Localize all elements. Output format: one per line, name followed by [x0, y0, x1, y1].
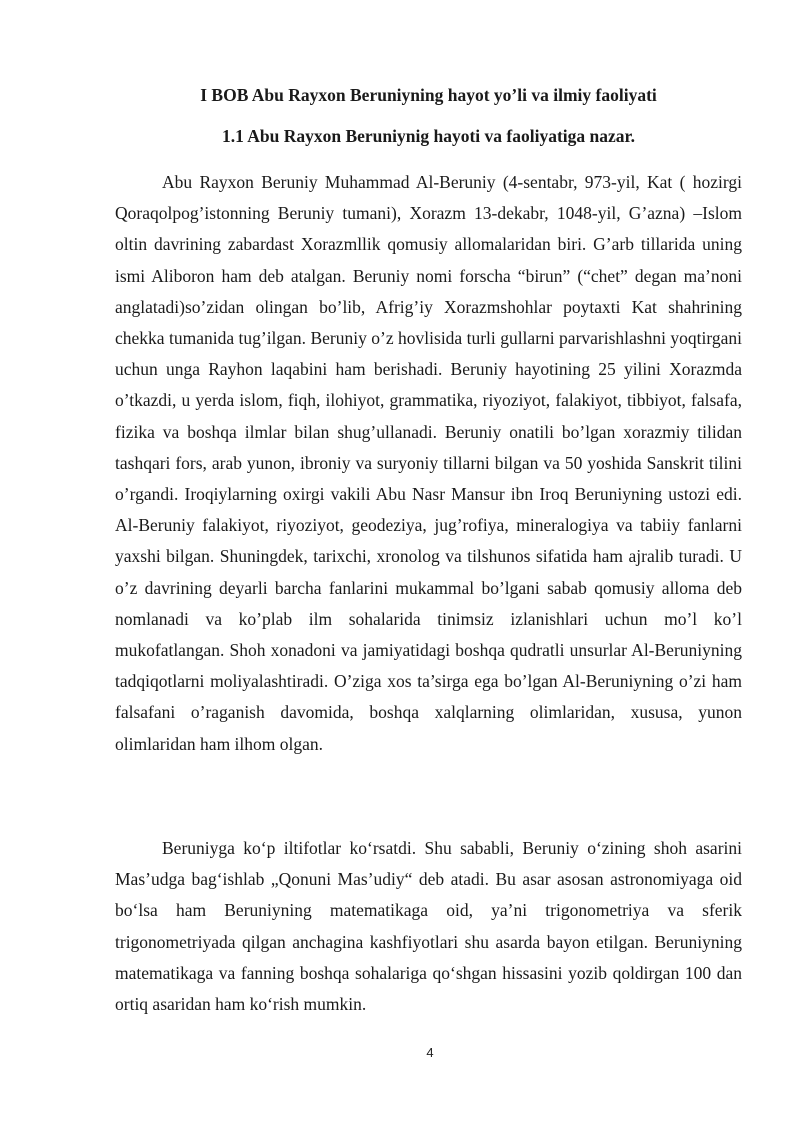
chapter-title: I BOB Abu Rayxon Beruniyning hayot yo’li va ilmiy faoliyati [200, 85, 657, 105]
body-paragraph-2: Beruniyga ko‘p iltifotlar ko‘rsatdi. Shu sababli, Beruniy o‘zining shoh asarini Mas’udga bag‘ishlab „Qonuni Mas’udiy“ deb atadi. Bu asar asosan astronomiyaga oid bo‘lsa ham Beruniyning matematikaga oid, ya’ni trigonometriya va sferik trigonometriyada qilgan anchagina kashfiyotlari shu asarda bayon etilgan. Beruniyning matematikaga va fanning boshqa sohalariga qo‘shgan hissasini yozib qoldirgan 100 dan ortiq asaridan ham ko‘rish mumkin. [115, 838, 742, 1015]
section-title: 1.1 Abu Rayxon Beruniynig hayoti va faoliyatiga nazar. [221, 126, 636, 146]
page-number: 4 [426, 1045, 434, 1060]
body-paragraph-1: Abu Rayxon Beruniy Muhammad Al-Beruniy (4-sentabr, 973-yil, Kat ( hozirgi Qoraqolpog’istonning Beruniy tumani), Xorazm 13-dekabr, 1048-yil, G’azna) –Islom oltin davrining zabardast Xorazmllik qomusiy allomalaridan biri. G’arb tillarida uning ismi Aliboron ham deb atalgan. Beruniy nomi forscha “birun” (“chet” degan ma’noni anglatadi)so’zidan olingan bo’lib, Afrig’iy Xorazmshohlar poytaxti Kat shahrining chekka tumanida tug’ilgan. Beruniy o’z hovlisida turli gullarni parvarishlashni yoqtirgani uchun unga Rayhon laqabini ham berishadi. Beruniy hayotining 25 yilini Xorazmda o’tkazdi, u yerda islom, fiqh, ilohiyot, grammatika, riyoziyot, falakiyot, tibbiyot, falsafa, fizika va boshqa ilmlar bilan shug’ullanadi. Beruniy onatili bo’lgan xorazmiy tilidan tashqari fors, arab yunon, ibroniy va suryoniy tillarni bilgan va 50 yoshida Sanskrit tilini o’rgandi. Iroqiylarning oxirgi vakili Abu Nasr Mansur ibn Iroq Beruniyning ustozi edi. Al-Beruniy falakiyot, riyoziyot, geodeziya, jug’rofiya, mineralogiya va tabiiy fanlarni yaxshi bilgan. Shuningdek, tarixchi, xronolog va tilshunos sifatida ham ajralib turadi. U o’z davrining deyarli barcha fanlarini mukammal bo’lgani sabab qomusiy alloma deb nomlanadi va ko’plab ilm sohalarida tinimsiz izlanishlari uchun mo’l ko’l mukofatlangan. Shoh xonadoni va jamiyatidagi boshqa qudratli unsurlar Al-Beruniyning tadqiqotlarni moliyalashtiradi. O’ziga xos ta’sirga ega bo’lgan Al-Beruniyning o’zi ham falsafani o’raganish davomida, boshqa xalqlarning olimlaridan, xususa, yunon olimlaridan ham ilhom olgan. [115, 172, 742, 754]
